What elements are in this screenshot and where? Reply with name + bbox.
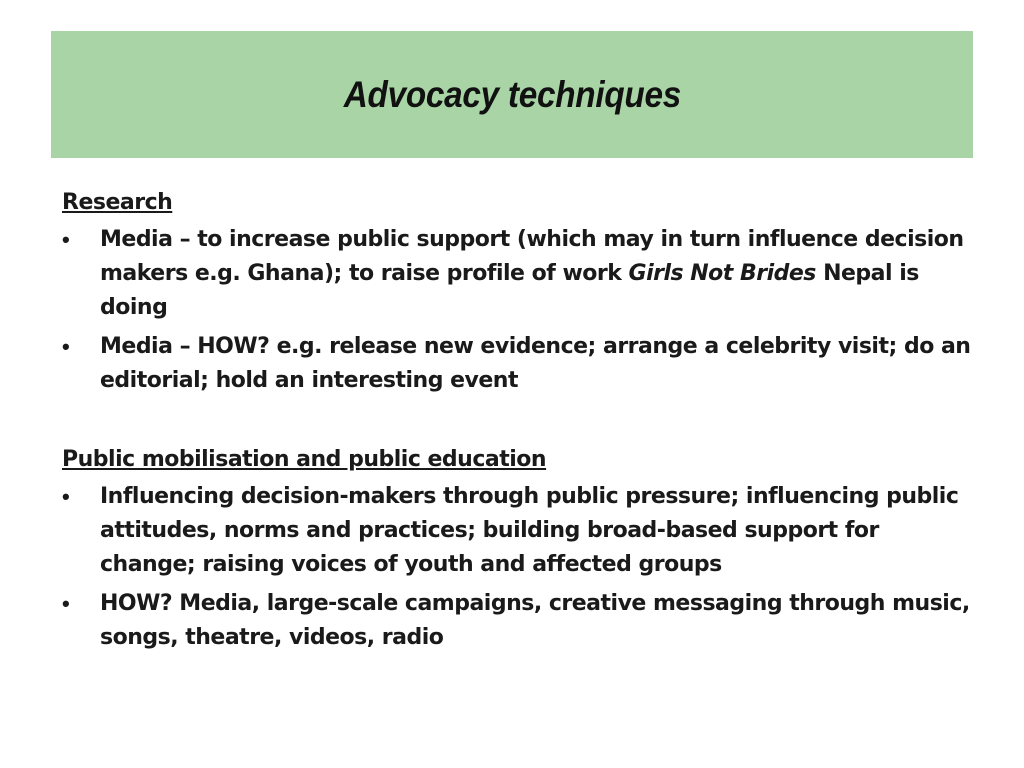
bullet-icon: • bbox=[62, 591, 70, 616]
bullet-icon: • bbox=[62, 227, 70, 252]
italic-org-name: Girls Not Brides bbox=[628, 261, 816, 286]
section-spacer bbox=[62, 403, 972, 443]
bullet-item bbox=[62, 223, 972, 325]
bullet-text: Media – HOW? e.g. release new evidence; arrange a celebrity visit; do an editorial; hold an interesting event bbox=[100, 334, 971, 393]
bullet-icon: • bbox=[62, 484, 70, 509]
bullet-item bbox=[62, 330, 972, 398]
title-banner bbox=[51, 31, 973, 158]
slide-body bbox=[62, 186, 972, 660]
slide-title: Advocacy techniques bbox=[343, 73, 681, 115]
bullet-icon: • bbox=[62, 334, 70, 359]
bullet-list-public-mobilisation bbox=[62, 480, 972, 655]
bullet-item bbox=[62, 480, 972, 582]
bullet-list-research bbox=[62, 223, 972, 398]
bullet-text: Media – to increase public support (which may in turn influence decision makers e.g. Ghana); to raise profile of work Girls Not Brides Nepal is doing bbox=[100, 227, 964, 320]
section-heading-research: Research bbox=[62, 190, 173, 215]
section-heading-public-mobilisation: Public mobilisation and public education bbox=[62, 447, 547, 472]
bullet-item bbox=[62, 587, 972, 655]
bullet-text: Influencing decision-makers through public pressure; influencing public attitudes, norms and practices; building broad-based support for change; raising voices of youth and affected groups bbox=[100, 484, 959, 577]
bullet-text: HOW? Media, large-scale campaigns, creative messaging through music, songs, theatre, videos, radio bbox=[100, 591, 970, 650]
